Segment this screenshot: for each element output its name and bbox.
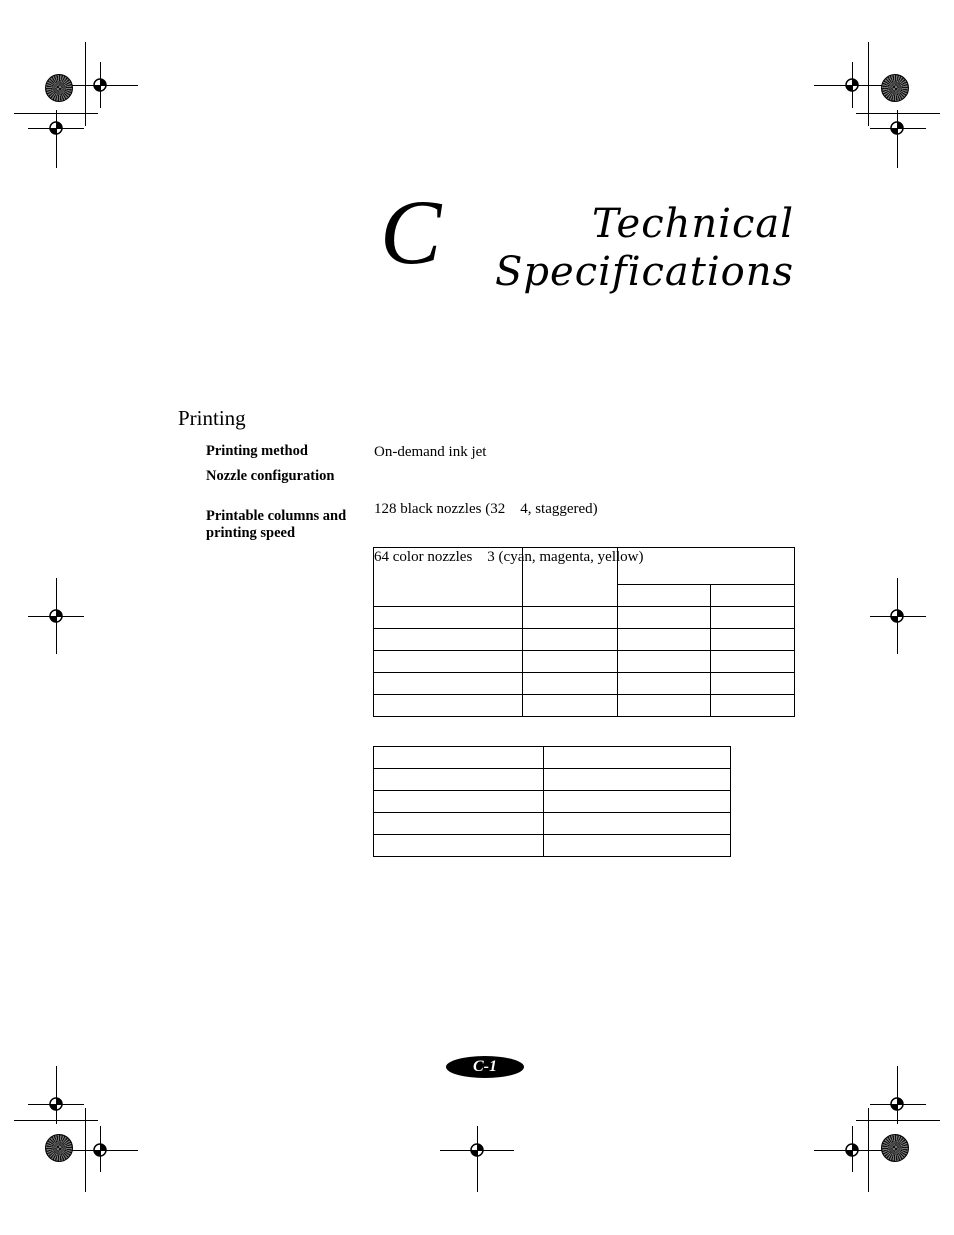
table-cell	[618, 629, 711, 651]
registration-mark-icon	[46, 118, 66, 138]
table-cell	[523, 673, 618, 695]
table-row	[374, 607, 795, 629]
table-cell	[374, 629, 523, 651]
color-bar-wheel-icon	[45, 74, 73, 102]
printing-method-value: On-demand ink jet	[374, 444, 487, 460]
printable-columns-label-line-2: printing speed	[206, 525, 296, 541]
table-cell	[544, 747, 731, 769]
table-cell	[523, 651, 618, 673]
table-cell	[711, 585, 795, 607]
table-cell	[618, 607, 711, 629]
table-cell	[523, 629, 618, 651]
table-cell	[711, 651, 795, 673]
registration-mark-icon	[90, 1140, 110, 1160]
nozzle-configuration-label: Nozzle configuration	[206, 468, 335, 484]
registration-mark-icon	[842, 75, 862, 95]
table-cell	[618, 695, 711, 717]
printable-columns-label	[206, 508, 346, 542]
table-cell	[374, 695, 523, 717]
table-cell	[374, 548, 523, 607]
registration-mark-icon	[90, 75, 110, 95]
table-row	[374, 651, 795, 673]
table-cell	[523, 548, 618, 607]
table-cell	[544, 813, 731, 835]
table-cell	[711, 695, 795, 717]
table-cell	[711, 607, 795, 629]
color-bar-wheel-icon	[881, 1134, 909, 1162]
table-cell	[374, 813, 544, 835]
table-row	[374, 695, 795, 717]
table-row	[374, 673, 795, 695]
table-cell	[374, 673, 523, 695]
table-row	[374, 769, 731, 791]
table-cell	[374, 835, 544, 857]
table-row	[374, 629, 795, 651]
table-cell	[618, 548, 795, 585]
registration-mark-icon	[842, 1140, 862, 1160]
section-heading: Printing	[178, 406, 246, 430]
table-cell	[544, 769, 731, 791]
page-number-badge: C-1	[446, 1056, 524, 1078]
registration-mark-icon	[46, 1094, 66, 1114]
table-row	[374, 747, 731, 769]
table-cell	[374, 747, 544, 769]
printing-method-label: Printing method	[206, 443, 308, 459]
chapter-title	[495, 200, 794, 296]
color-bar-wheel-icon	[45, 1134, 73, 1162]
registration-mark-icon	[887, 1094, 907, 1114]
table-cell	[544, 791, 731, 813]
table-row	[374, 835, 731, 857]
table-cell	[523, 607, 618, 629]
chapter-title-line-1: Technical	[591, 201, 794, 247]
table-cell	[374, 607, 523, 629]
chapter-letter: C	[380, 181, 442, 283]
table-cell	[523, 695, 618, 717]
table-cell	[374, 651, 523, 673]
table-cell	[711, 673, 795, 695]
table-cell	[374, 791, 544, 813]
registration-mark-icon	[46, 606, 66, 626]
registration-mark-icon	[467, 1140, 487, 1160]
table-row	[374, 791, 731, 813]
printable-columns-label-line-1: Printable columns and	[206, 508, 347, 524]
table-cell	[618, 651, 711, 673]
table-cell	[618, 585, 711, 607]
printing-speed-table	[373, 547, 795, 717]
table-cell	[711, 629, 795, 651]
nozzle-configuration-value-line-1: 128 black nozzles (32 4, staggered)	[374, 501, 598, 517]
table-cell	[544, 835, 731, 857]
table-cell	[618, 673, 711, 695]
registration-mark-icon	[887, 606, 907, 626]
registration-mark-icon	[887, 118, 907, 138]
table-row	[374, 813, 731, 835]
table-cell	[374, 769, 544, 791]
color-bar-wheel-icon	[881, 74, 909, 102]
nozzle-configuration-value-line-2: 64 color nozzles 3 (cyan, magenta, yellow)	[374, 549, 644, 565]
printable-columns-table	[373, 746, 731, 857]
chapter-title-line-2: Specifications	[495, 249, 794, 295]
